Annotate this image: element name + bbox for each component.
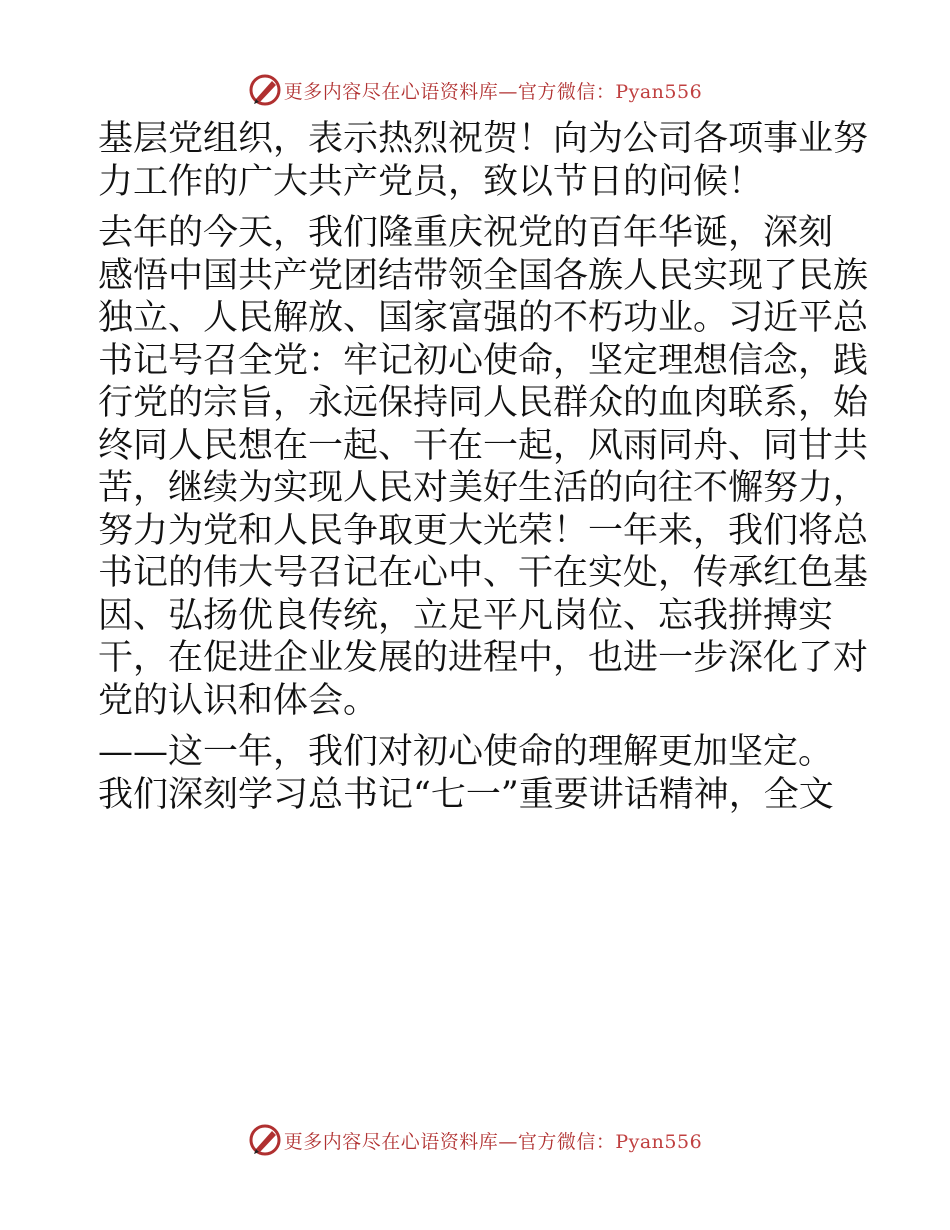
footer-site-text: 更多内容尽在心语资料库 (283, 1130, 499, 1153)
header-wechat-label: 官方微信： (517, 80, 616, 103)
text-line: 独立、人民解放、国家富强的不朽功业。习近平总 (98, 298, 869, 338)
pen-logo-icon (248, 1123, 282, 1157)
text-line: 努力为党和人民争取更大光荣！一年来，我们将总 (98, 510, 869, 551)
text-line: ——这一年，我们对初心使命的理解更加坚定。 (98, 732, 834, 772)
text-line: 因、弘扬优良传统，立足平凡岗位、忘我拼搏实 (98, 595, 834, 636)
text-line: 书记的伟大号召记在心中、干在实处，传承红色基 (98, 553, 869, 593)
paragraph (98, 118, 869, 203)
paragraph (98, 731, 858, 816)
text-line: 党的认识和体会。 (98, 680, 379, 721)
header-site-text: 更多内容尽在心语资料库 (283, 80, 499, 103)
text-line: 基层党组织，表示热烈祝贺！向为公司各项事业努 (98, 119, 869, 159)
footer-banner-text (284, 1127, 702, 1154)
text-line: 干，在促进企业发展的进程中，也进一步深化了对 (98, 638, 869, 678)
footer-wechat-id: Pyan556 (615, 1130, 703, 1153)
text-line: 苦，继续为实现人民对美好生活的向往不懈努力， (98, 468, 869, 508)
paragraph (98, 212, 869, 722)
text-line: 书记号召全党：牢记初心使命，坚定理想信念，践 (98, 340, 869, 381)
text-line: 终同人民想在一起、干在一起，风雨同舟、同甘共 (98, 425, 869, 466)
text-line: 我们深刻学习总书记“七一”重要讲话精神，全文 (98, 774, 834, 815)
text-line: 行党的宗旨，永远保持同人民群众的血肉联系，始 (98, 383, 869, 423)
text-line: 力工作的广大共产党员，致以节日的问候！ (98, 161, 764, 202)
header-separator: — (498, 80, 518, 103)
text-line: 感悟中国共产党团结带领全国各族人民实现了民族 (98, 255, 869, 296)
footer-banner (0, 1120, 950, 1160)
body-text (98, 118, 869, 816)
header-banner-text (284, 77, 702, 104)
footer-wechat-label: 官方微信： (517, 1130, 616, 1153)
footer-separator: — (498, 1130, 518, 1153)
text-line: 去年的今天，我们隆重庆祝党的百年华诞，深刻 (98, 213, 834, 253)
pen-logo-icon (248, 73, 282, 107)
header-wechat-id: Pyan556 (615, 80, 703, 103)
header-banner (0, 70, 950, 110)
